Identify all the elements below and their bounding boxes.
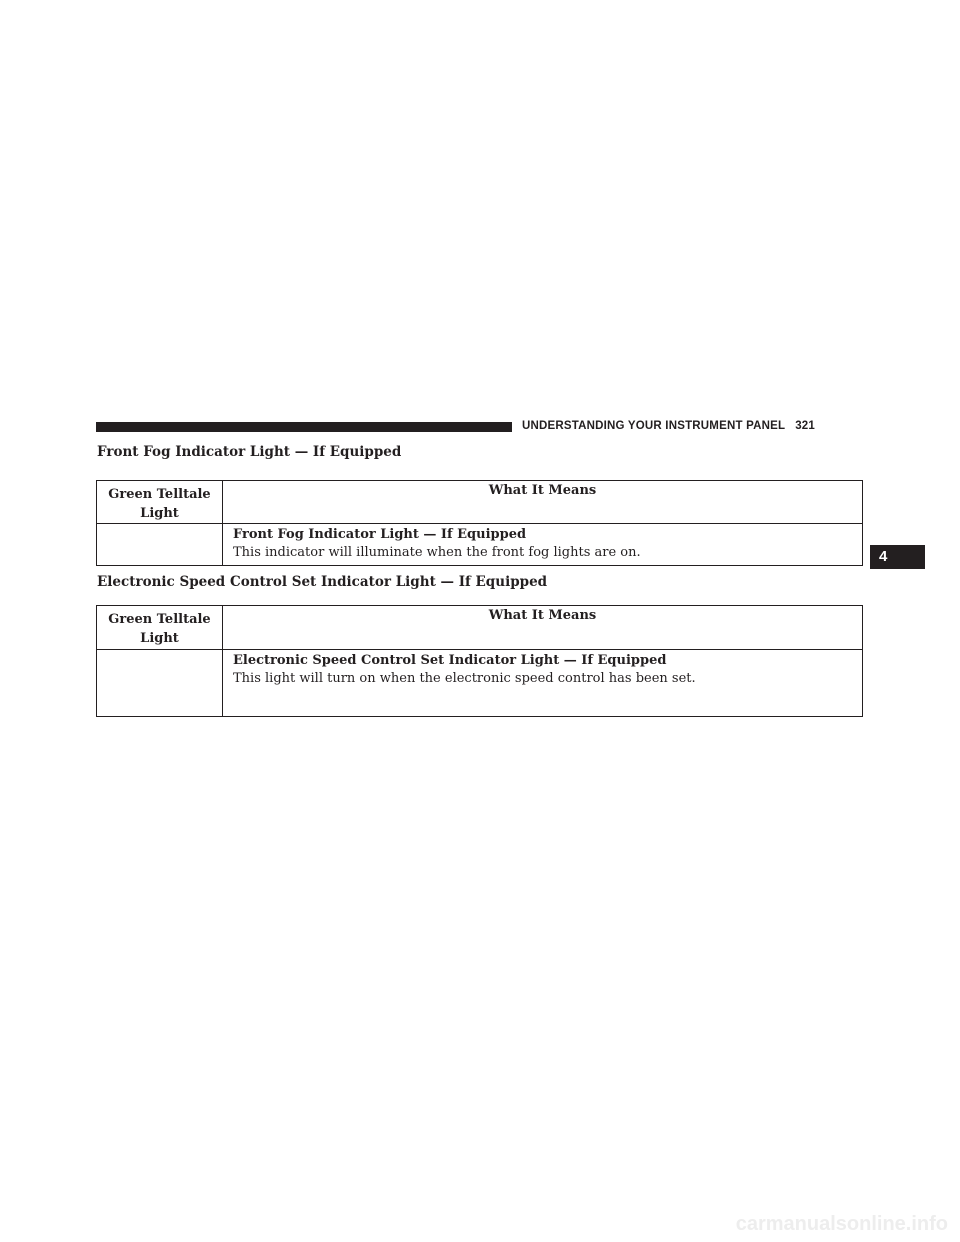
section-heading-speed-control: Electronic Speed Control Set Indicator Light — If Equipped (97, 574, 548, 590)
front-fog-table (96, 480, 863, 566)
meaning-cell (223, 650, 863, 717)
table-header-row (97, 606, 863, 650)
telltale-icon-cell (97, 524, 223, 566)
page-number: 321 (795, 420, 815, 432)
table-row (97, 524, 863, 566)
meaning-cell (223, 524, 863, 566)
indicator-description: This light will turn on when the electronic speed control has been set. (233, 671, 696, 686)
column-header-telltale: Green Telltale Light (97, 481, 223, 524)
table-row (97, 650, 863, 717)
telltale-icon-cell (97, 650, 223, 717)
header-rule (96, 422, 512, 432)
chapter-tab[interactable]: 4 (870, 545, 925, 569)
indicator-description: This indicator will illuminate when the front fog lights are on. (233, 545, 641, 560)
table-header-row (97, 481, 863, 524)
column-header-telltale: Green Telltale Light (97, 606, 223, 650)
indicator-title: Front Fog Indicator Light — If Equipped (233, 527, 527, 542)
watermark[interactable]: carmanualsonline.info (735, 1213, 948, 1235)
running-title: UNDERSTANDING YOUR INSTRUMENT PANEL (522, 420, 786, 432)
section-heading-front-fog: Front Fog Indicator Light — If Equipped (97, 444, 402, 460)
column-header-meaning: What It Means (223, 606, 863, 650)
running-header (522, 420, 815, 432)
indicator-title: Electronic Speed Control Set Indicator Light — If Equipped (233, 653, 667, 668)
speed-control-table (96, 605, 863, 717)
column-header-meaning: What It Means (223, 481, 863, 524)
